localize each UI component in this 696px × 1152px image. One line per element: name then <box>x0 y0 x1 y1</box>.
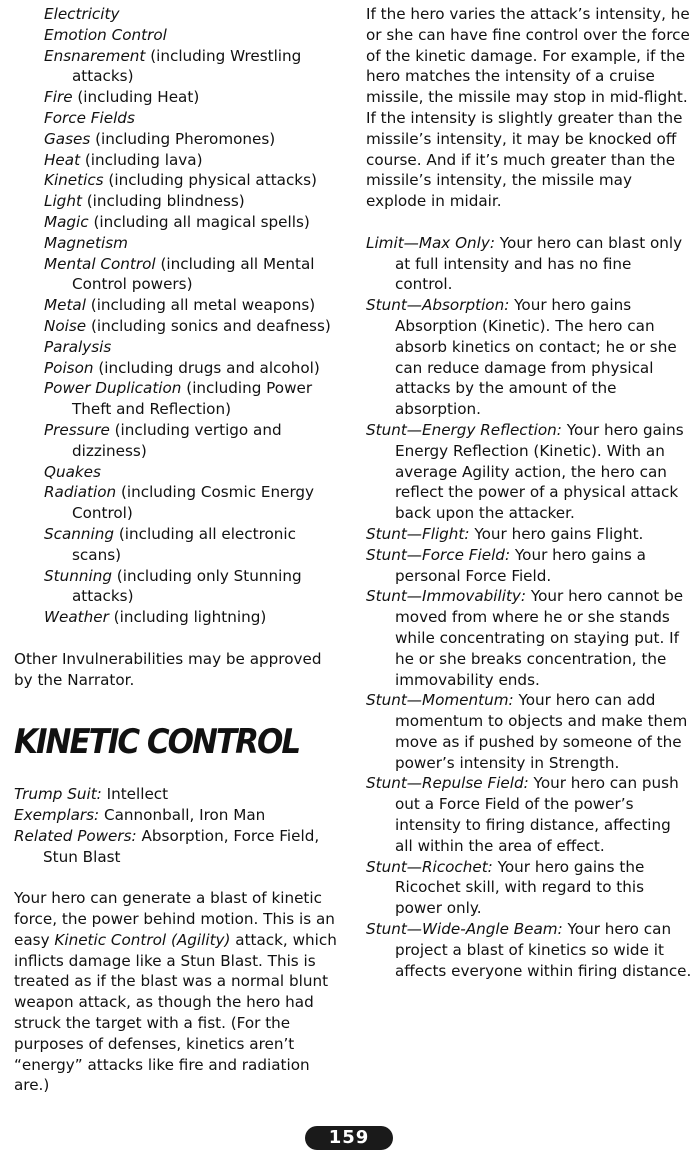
list-item: Emotion Control <box>44 25 167 44</box>
meta-trump-suit: Trump Suit: Intellect <box>14 785 169 804</box>
list-item: Kinetics (including physical attacks) <box>44 171 317 190</box>
list-item: Metal (including all metal weapons) <box>44 296 316 315</box>
list-item: Gases (including Pheromones) <box>44 129 276 148</box>
stunt-item: Stunt—Absorption: Your hero gains Absorption (Kinetic). The hero can absorb kinetics on contact; he or she can reduce damage from physical attacks by the amount of the absorption. <box>366 296 677 419</box>
stunt-list <box>366 233 692 982</box>
list-item: Force Fields <box>44 108 135 127</box>
list-item: Magic (including all magical spells) <box>44 212 310 231</box>
list-item: Stunning (including only Stunning attacks) <box>44 566 302 606</box>
list-item: Light (including blindness) <box>44 192 245 211</box>
power-meta <box>14 784 344 867</box>
list-item: Power Duplication (including Power Theft and Reflection) <box>44 379 313 419</box>
stunt-item: Limit—Max Only: Your hero can blast only at full intensity and has no fine control. <box>366 233 683 294</box>
right-column <box>366 4 692 981</box>
meta-exemplars: Exemplars: Cannonball, Iron Man <box>14 806 266 825</box>
stunt-item: Stunt—Wide-Angle Beam: Your hero can project a blast of kinetics so wide it affects everyone within firing distance. <box>366 920 692 980</box>
list-item: Weather (including lightning) <box>44 608 267 627</box>
invulnerability-list <box>44 4 344 628</box>
page-number: 159 <box>305 1126 393 1150</box>
stunt-item: Stunt—Energy Reflection: Your hero gains Energy Reflection (Kinetic). With an average Agility action, the hero can reflect the power of a physical attack back upon the attacker. <box>366 420 684 523</box>
stunt-item: Stunt—Flight: Your hero gains Flight. <box>366 524 644 543</box>
list-item: Quakes <box>44 462 101 481</box>
list-item: Noise (including sonics and deafness) <box>44 316 331 335</box>
left-column <box>14 4 344 1096</box>
intensity-paragraph: If the hero varies the attack’s intensity, he or she can have fine control over the force of the kinetic damage. For example, if the hero matches the intensity of a cruise missile, the missile may stop in mid-flight. If the intensity is slightly greater than the missile’s intensity, it may be knocked off course. And if it’s much greater than the missile’s intensity, the missile may explode in midair. <box>366 5 690 211</box>
stunt-item: Stunt—Ricochet: Your hero gains the Ricochet skill, with regard to this power only. <box>366 857 645 918</box>
list-item: Radiation (including Cosmic Energy Control) <box>44 483 315 523</box>
intro-paragraph: Your hero can generate a blast of kinetic force, the power behind motion. This is an easy Kinetic Control (Agility) attack, which inflicts damage like a Stun Blast. This is treated as if the blast was a normal blunt weapon attack, as though the hero had struck the target with a fist. (For the purposes of defenses, kinetics aren’t “energy” attacks like fire and radiation are.) <box>14 889 337 1095</box>
stunt-item: Stunt—Force Field: Your hero gains a personal Force Field. <box>366 545 646 585</box>
list-item: Fire (including Heat) <box>44 88 200 107</box>
list-item: Poison (including drugs and alcohol) <box>44 358 320 377</box>
list-item: Electricity <box>44 5 120 23</box>
list-item: Paralysis <box>44 337 112 356</box>
list-item: Ensnarement (including Wrestling attacks) <box>44 46 302 86</box>
meta-related-powers: Related Powers: Absorption, Force Field, Stun Blast <box>14 826 320 866</box>
list-item: Mental Control (including all Mental Control powers) <box>44 254 315 294</box>
list-item: Magnetism <box>44 233 128 252</box>
list-item: Pressure (including vertigo and dizziness) <box>44 420 282 460</box>
stunt-item: Stunt—Immovability: Your hero cannot be moved from where he or she stands while concentrating on staying put. If he or she breaks concentration, the immovability ends. <box>366 587 684 689</box>
list-item: Heat (including lava) <box>44 150 203 169</box>
section-heading: KINETIC CONTROL <box>14 722 300 762</box>
stunt-item: Stunt—Momentum: Your hero can add momentum to objects and make them move as if pushed by someone of the power’s intensity in Strength. <box>366 691 688 772</box>
list-item: Scanning (including all electronic scans) <box>44 524 296 564</box>
stunt-item: Stunt—Repulse Field: Your hero can push out a Force Field of the power’s intensity to firing distance, affecting all within the area of effect. <box>366 774 679 855</box>
other-invulnerabilities-note: Other Invulnerabilities may be approved by the Narrator. <box>14 649 322 689</box>
